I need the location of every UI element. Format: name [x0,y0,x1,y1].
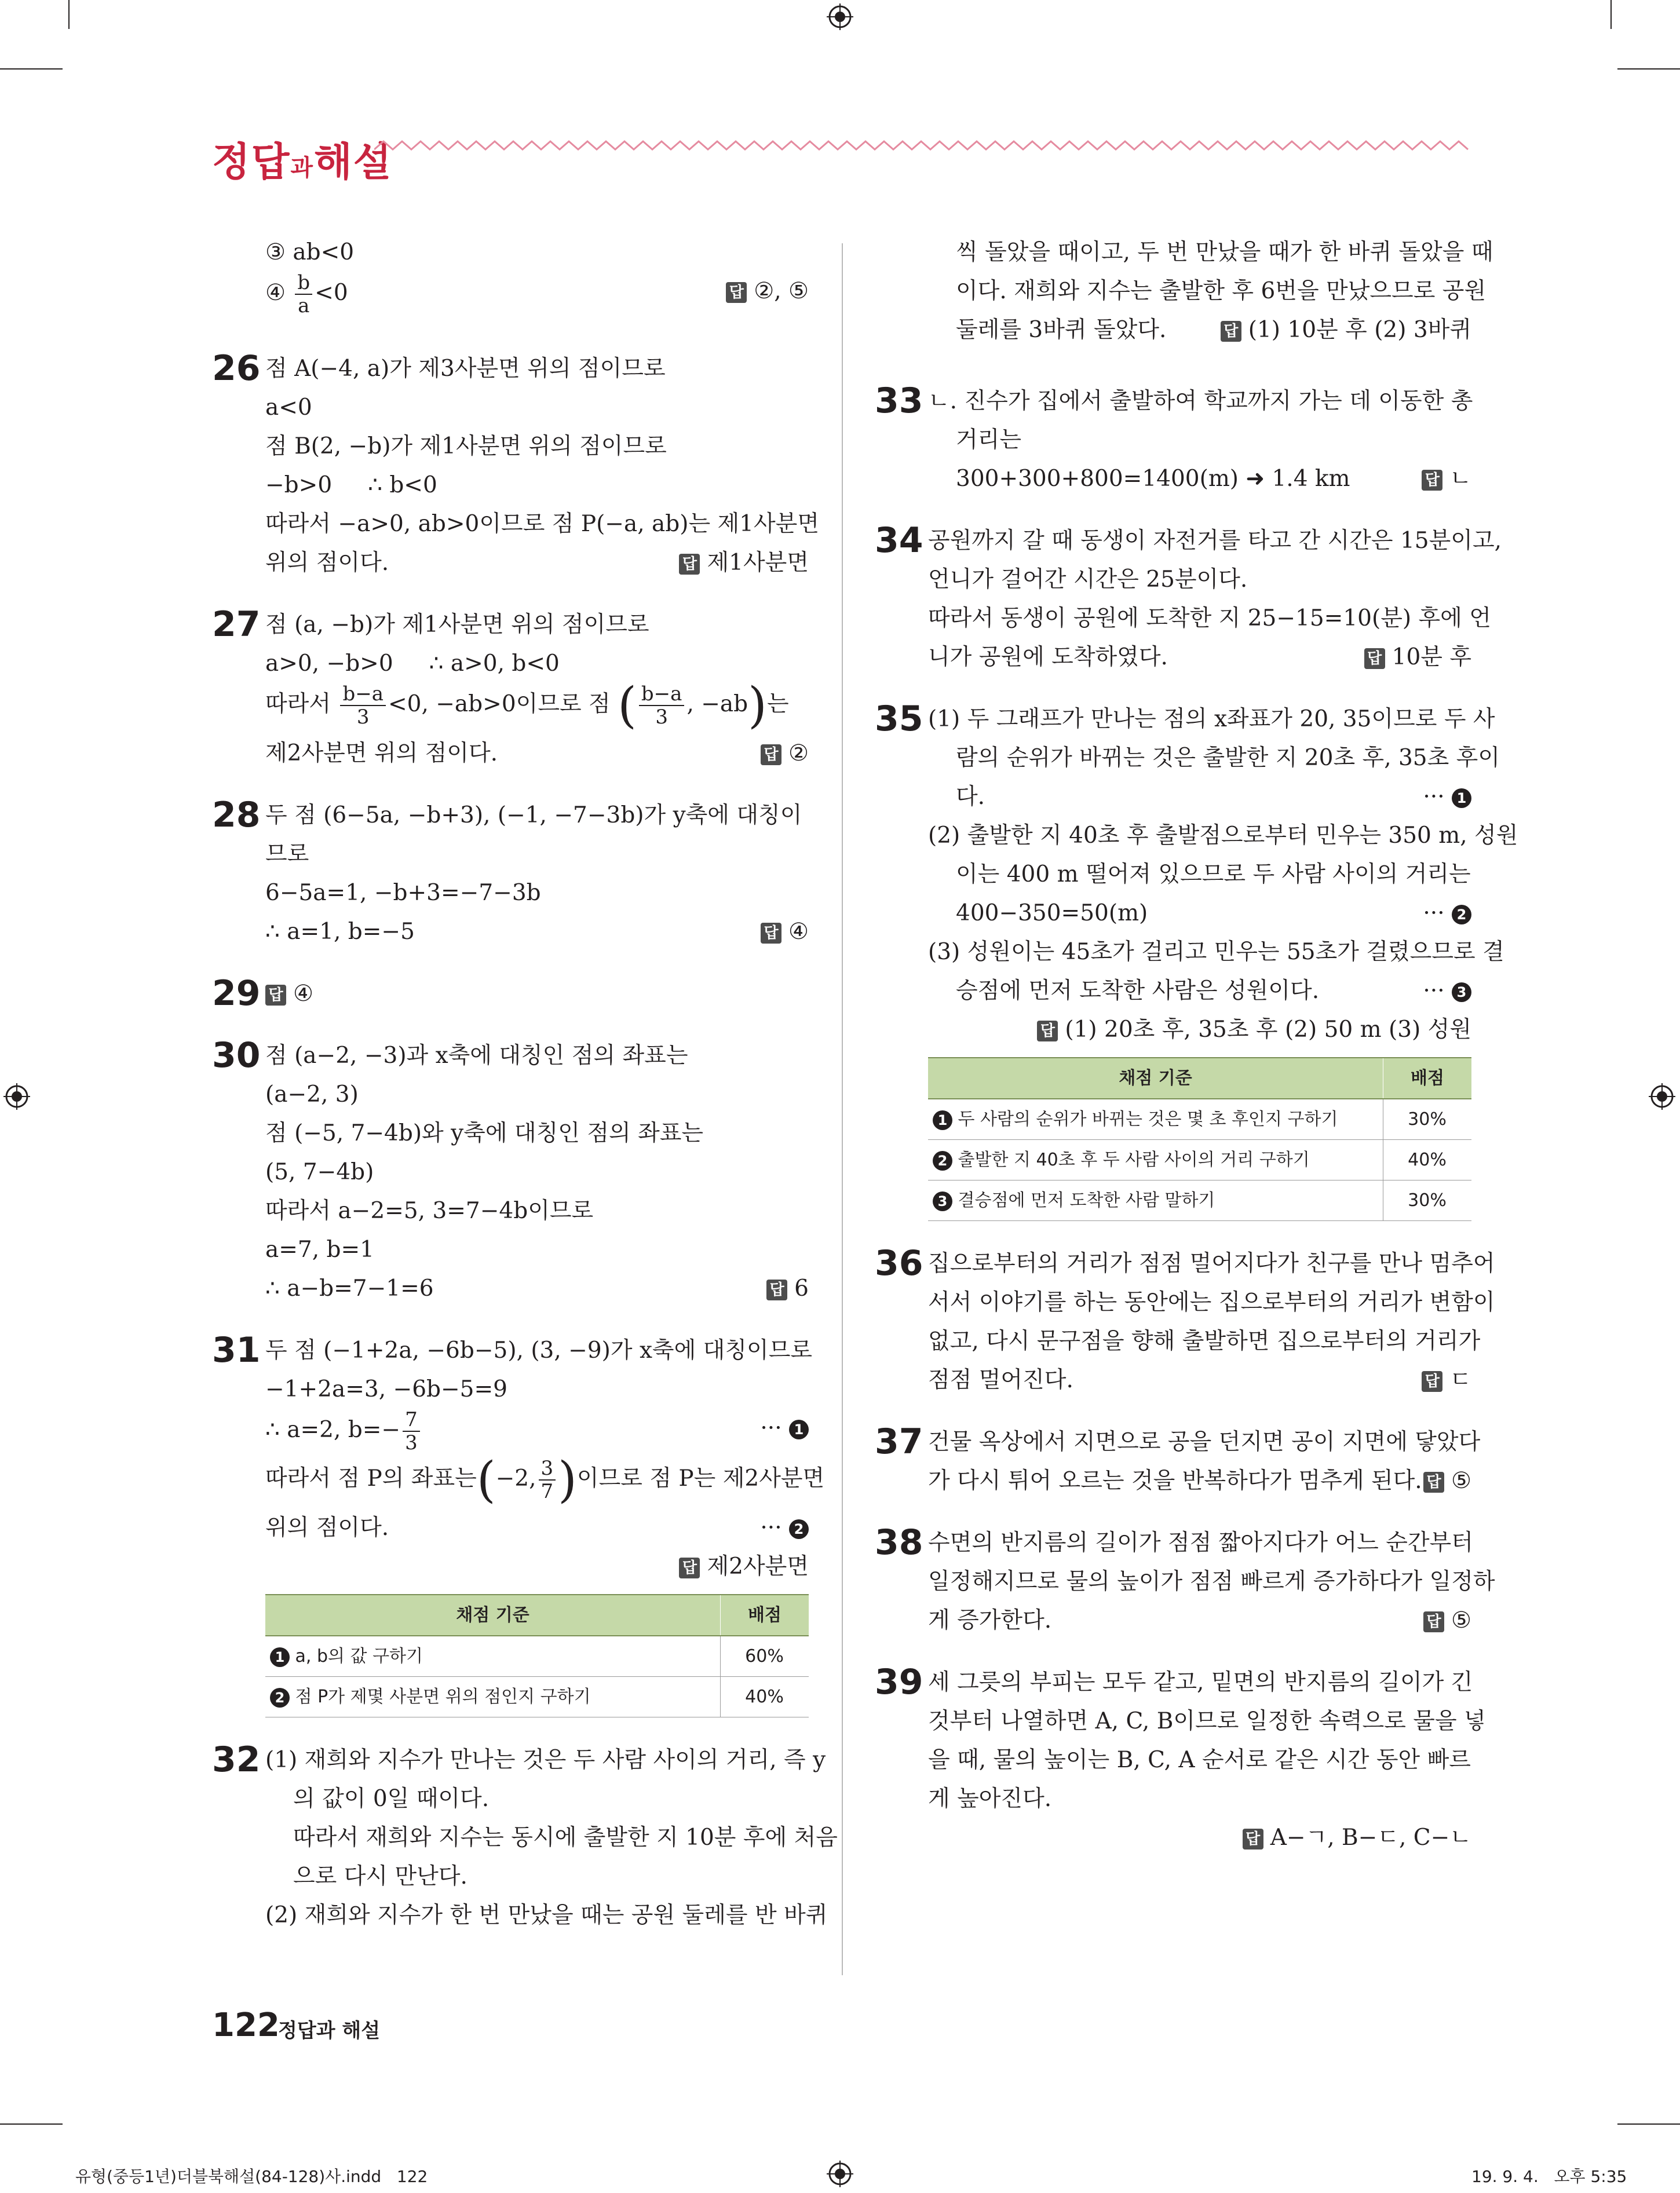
crop-mark [0,68,63,70]
registration-mark-icon [1649,1083,1675,1110]
answer: 답 A−ㄱ, B−ㄷ, C−ㄴ [1243,1818,1471,1857]
problem-number: 26 [212,348,261,389]
crop-mark [68,0,70,29]
answer: 답 ④ [761,912,809,951]
choice-4: ④ $\frac{b}{a}$ <0 답 ②, ⑤ [265,271,809,317]
table-row: 2 출발한 지 40초 후 두 사람 사이의 거리 구하기 40% [928,1140,1471,1180]
header-wave-decoration [374,137,1475,154]
answer: 답 ㄷ [1422,1361,1471,1399]
crop-mark [1610,0,1612,29]
column-divider [842,243,843,1975]
page-number: 122 [212,2006,280,2044]
file-info: 유형(중등1년)더블북해설(84-128)사.indd 122 [75,2167,428,2186]
problem-32: 32 (1) 재희와 지수가 만나는 것은 두 사람 사이의 거리, 즉 y 의 값이 0일 때이다. 따라서 재희와 지수는 동시에 출발한 지 10분 후에 처음 으로 다시 만난다. (2) 재희와 지수가 한 번 만났을 때는 공원 둘레를 반 바퀴 [212,1739,838,1928]
problem-34: 34 공원까지 갈 때 동생이 자전거를 타고 간 시간은 15분이고, 언니가 걸어간 시간은 25분이다. 따라서 동생이 공원에 도착한 지 25−15=10(분) 후에 언 니가 공원에 도착하였다. 답 10분 후 [875,521,1471,677]
problem-number: 34 [875,520,923,561]
answer-icon: 답 [1243,1829,1263,1850]
scoring-table: 채점 기준 배점 1 두 사람의 순위가 바뀌는 것은 몇 초 후인지 구하기 30% 2 출발한 지 40초 후 두 사람 사이의 거리 구하기 40% 3 결승점에 먼저 도착한 사람 말하기 30% [928,1057,1471,1221]
page-label: 정답과 해설 [278,2019,381,2042]
answer: 답 제1사분면 [679,543,809,582]
problem-29: 29 답 ④ [212,973,313,1014]
answer: 답 ㄴ [1422,459,1471,498]
problem-28: 28 두 점 (6−5a, −b+3), (−1, −7−3b)가 y축에 대칭이 므로 6−5a=1, −b+3=−7−3b ∴ a=1, b=−5 답 ④ [212,796,809,951]
problem-32-continued: 씩 돌았을 때이고, 두 번 만났을 때가 한 바퀴 돌았을 때 이다. 재희와 지수는 출발한 후 6번을 만났으므로 공원 둘레를 3바퀴 돌았다. 답 (1) 10분 후 (2) 3바퀴 [875,233,1471,349]
table-row: 1 두 사람의 순위가 바뀌는 것은 몇 초 후인지 구하기 30% [928,1099,1471,1140]
crop-mark [0,2123,63,2125]
problem-37: 37 건물 옥상에서 지면으로 공을 던지면 공이 지면에 닿았다 가 다시 튀어 오르는 것을 반복하다가 멈추게 된다. 답 ⑤ [875,1423,1471,1500]
answer: 답 10분 후 [1364,638,1471,677]
problem-39: 39 세 그릇의 부피는 모두 같고, 밑면의 반지름의 길이가 긴 것부터 나열하면 A, C, B이므로 일정한 속력으로 물을 넣 을 때, 물의 높이는 B, C, A 순서로 같은 시간 동안 빠르 게 높아진다. 답 A−ㄱ, B−ㄷ, C−ㄴ [875,1663,1471,1857]
problem-number: 38 [875,1522,923,1563]
scoring-table: 채점 기준 배점 1 a, b의 값 구하기 60% 2 점 P가 제몇 사분면 위의 점인지 구하기 40% [265,1594,809,1717]
problem-38: 38 수면의 반지름의 길이가 점점 짧아지다가 어느 순간부터 일정해지므로 물의 높이가 점점 빠르게 증가하다가 일정하 게 증가한다. 답 ⑤ [875,1523,1471,1640]
answer: 답 ⑤ [1423,1601,1471,1640]
answer-icon: 답 [761,744,781,765]
problem-33: 33 ㄴ. 진수가 집에서 출발하여 학교까지 가는 데 이동한 총 거리는 300+300+800=1400(m) ➜ 1.4 km 답 ㄴ [875,382,1471,498]
answer-icon: 답 [679,1558,700,1578]
right-column [875,233,1518,1880]
answer-icon: 답 [1422,470,1442,491]
answer-icon: 답 [679,554,700,575]
problem-35: 35 (1) 두 그래프가 만나는 점의 x좌표가 20, 35이므로 두 사 람의 순위가 바뀌는 것은 출발한 지 20초 후, 35초 후이 다. ··· 1 (2) 출발한 지 40초 후 출발점으로부터 민우는 350 m, 성원 이는 400 m 떨어져 있으므로 두 사람 사이의 거리는 400−350=50(m) ··· 2 (3) 성원이는 45초가 걸리고 민우는 55초가 걸렸으므로 결 승점에 먼저 도착한 사람은 성원이다. ··· 3 답 (1) 20초 후, 35초 후 (2) 50 m (3) 성원 채점 기준 배점 1 두 사람의 순위가 바뀌는 것은 몇 초 후인지 구하기 30% 2 출발한 지 40초 후 두 사람 사이의 거리 구하기 40% 3 결승점에 먼저 도착한 사람 말하기 30% [875,700,1471,1221]
step-marker: ··· 3 [1423,971,1471,1010]
problem-number: 27 [212,604,261,645]
step-marker: ··· 1 [760,1409,809,1448]
answer-icon: 답 [1423,1472,1444,1493]
answer: 답 6 [766,1269,809,1308]
answer: 답 ② [761,734,809,773]
choice-3: ③ ab<0 [265,239,355,265]
section-title: 정답과해설 [212,140,393,185]
answer: 답 ⑤ [1423,1461,1471,1500]
problem-number: 35 [875,699,923,739]
answer: 답 제2사분면 [679,1547,809,1586]
problem-number: 30 [212,1035,261,1076]
answer-icon: 답 [1364,648,1385,669]
table-row: 3 결승점에 먼저 도착한 사람 말하기 30% [928,1180,1471,1221]
problem-number: 39 [875,1662,923,1702]
answer-icon: 답 [766,1280,787,1300]
problem-number: 32 [212,1739,261,1780]
left-column [212,233,838,1958]
problem-26: 26 점 A(−4, a)가 제3사분면 위의 점이므로 a<0 점 B(2, −b)가 제1사분면 위의 점이므로 −b>0 ∴ b<0 따라서 −a>0, ab>0이므로 점 P(−a, ab)는 제1사분면 위의 점이다. 답 제1사분면 [212,349,809,582]
problem-number: 29 [212,973,261,1014]
crop-mark [1617,2123,1680,2125]
answer-icon: 답 [726,282,747,303]
answer-icon: 답 [1422,1371,1442,1392]
problem-number: 28 [212,795,261,835]
table-row: 2 점 P가 제몇 사분면 위의 점인지 구하기 40% [265,1677,809,1717]
problem-30: 30 점 (a−2, −3)과 x축에 대칭인 점의 좌표는 (a−2, 3) 점 (−5, 7−4b)와 y축에 대칭인 점의 좌표는 (5, 7−4b) 따라서 a−2=5, 3=7−4b이므로 a=7, b=1 ∴ a−b=7−1=6 답 6 [212,1036,809,1308]
answer-icon: 답 [1221,321,1241,342]
registration-mark-icon [827,2161,853,2187]
answer: 답 ②, ⑤ [726,272,809,310]
problem-number: 31 [212,1330,261,1370]
registration-mark-icon [827,3,853,30]
problem-number: 33 [875,381,923,421]
problem-25-continued [212,233,809,317]
print-date: 19. 9. 4. 오후 5:35 [1471,2167,1627,2186]
step-marker: ··· 2 [1423,894,1471,933]
answer-icon: 답 [1037,1021,1058,1041]
crop-mark [1617,68,1680,70]
answer-icon: 답 [761,923,781,944]
answer: 답 (1) 10분 후 (2) 3바퀴 [1221,310,1471,349]
problem-31: 31 두 점 (−1+2a, −6b−5), (3, −9)가 x축에 대칭이므로 −1+2a=3, −6b−5=9 ∴ a=2, b=− $\frac{7}{3}$ ··· 1 따라서 점 P의 좌표는(−2, $\frac{3}{7}$ )이므로 점 P는 제2사분면 위의 점이다. ··· 2 답 제2사분면 채점 기준 배점 1 a, b의 값 구하기 60% 2 점 P가 제몇 사분면 위의 점인지 구하기 40% [212,1331,809,1717]
answer-icon: 답 [265,985,286,1006]
problem-36: 36 집으로부터의 거리가 점점 멀어지다가 친구를 만나 멈추어 서서 이야기를 하는 동안에는 집으로부터의 거리가 변함이 없고, 다시 문구점을 향해 출발하면 집으로부터의 거리가 점점 멀어진다. 답 ㄷ [875,1244,1471,1399]
problem-27: 27 점 (a, −b)가 제1사분면 위의 점이므로 a>0, −b>0 ∴ a>0, b<0 따라서 $\frac{b-a}{3}$ <0, −ab>0이므로 점 ( $\frac{b-a}{3}$ , −ab)는 제2사분면 위의 점이다. 답 ② [212,605,809,773]
table-row: 1 a, b의 값 구하기 60% [265,1636,809,1677]
problem-number: 37 [875,1421,923,1462]
answer: 답 (1) 20초 후, 35초 후 (2) 50 m (3) 성원 [1037,1010,1471,1049]
registration-mark-icon [3,1083,30,1110]
answer-icon: 답 [1423,1611,1444,1632]
problem-number: 36 [875,1243,923,1284]
step-marker: ··· 1 [1423,777,1471,816]
step-marker: ··· 2 [760,1508,809,1547]
